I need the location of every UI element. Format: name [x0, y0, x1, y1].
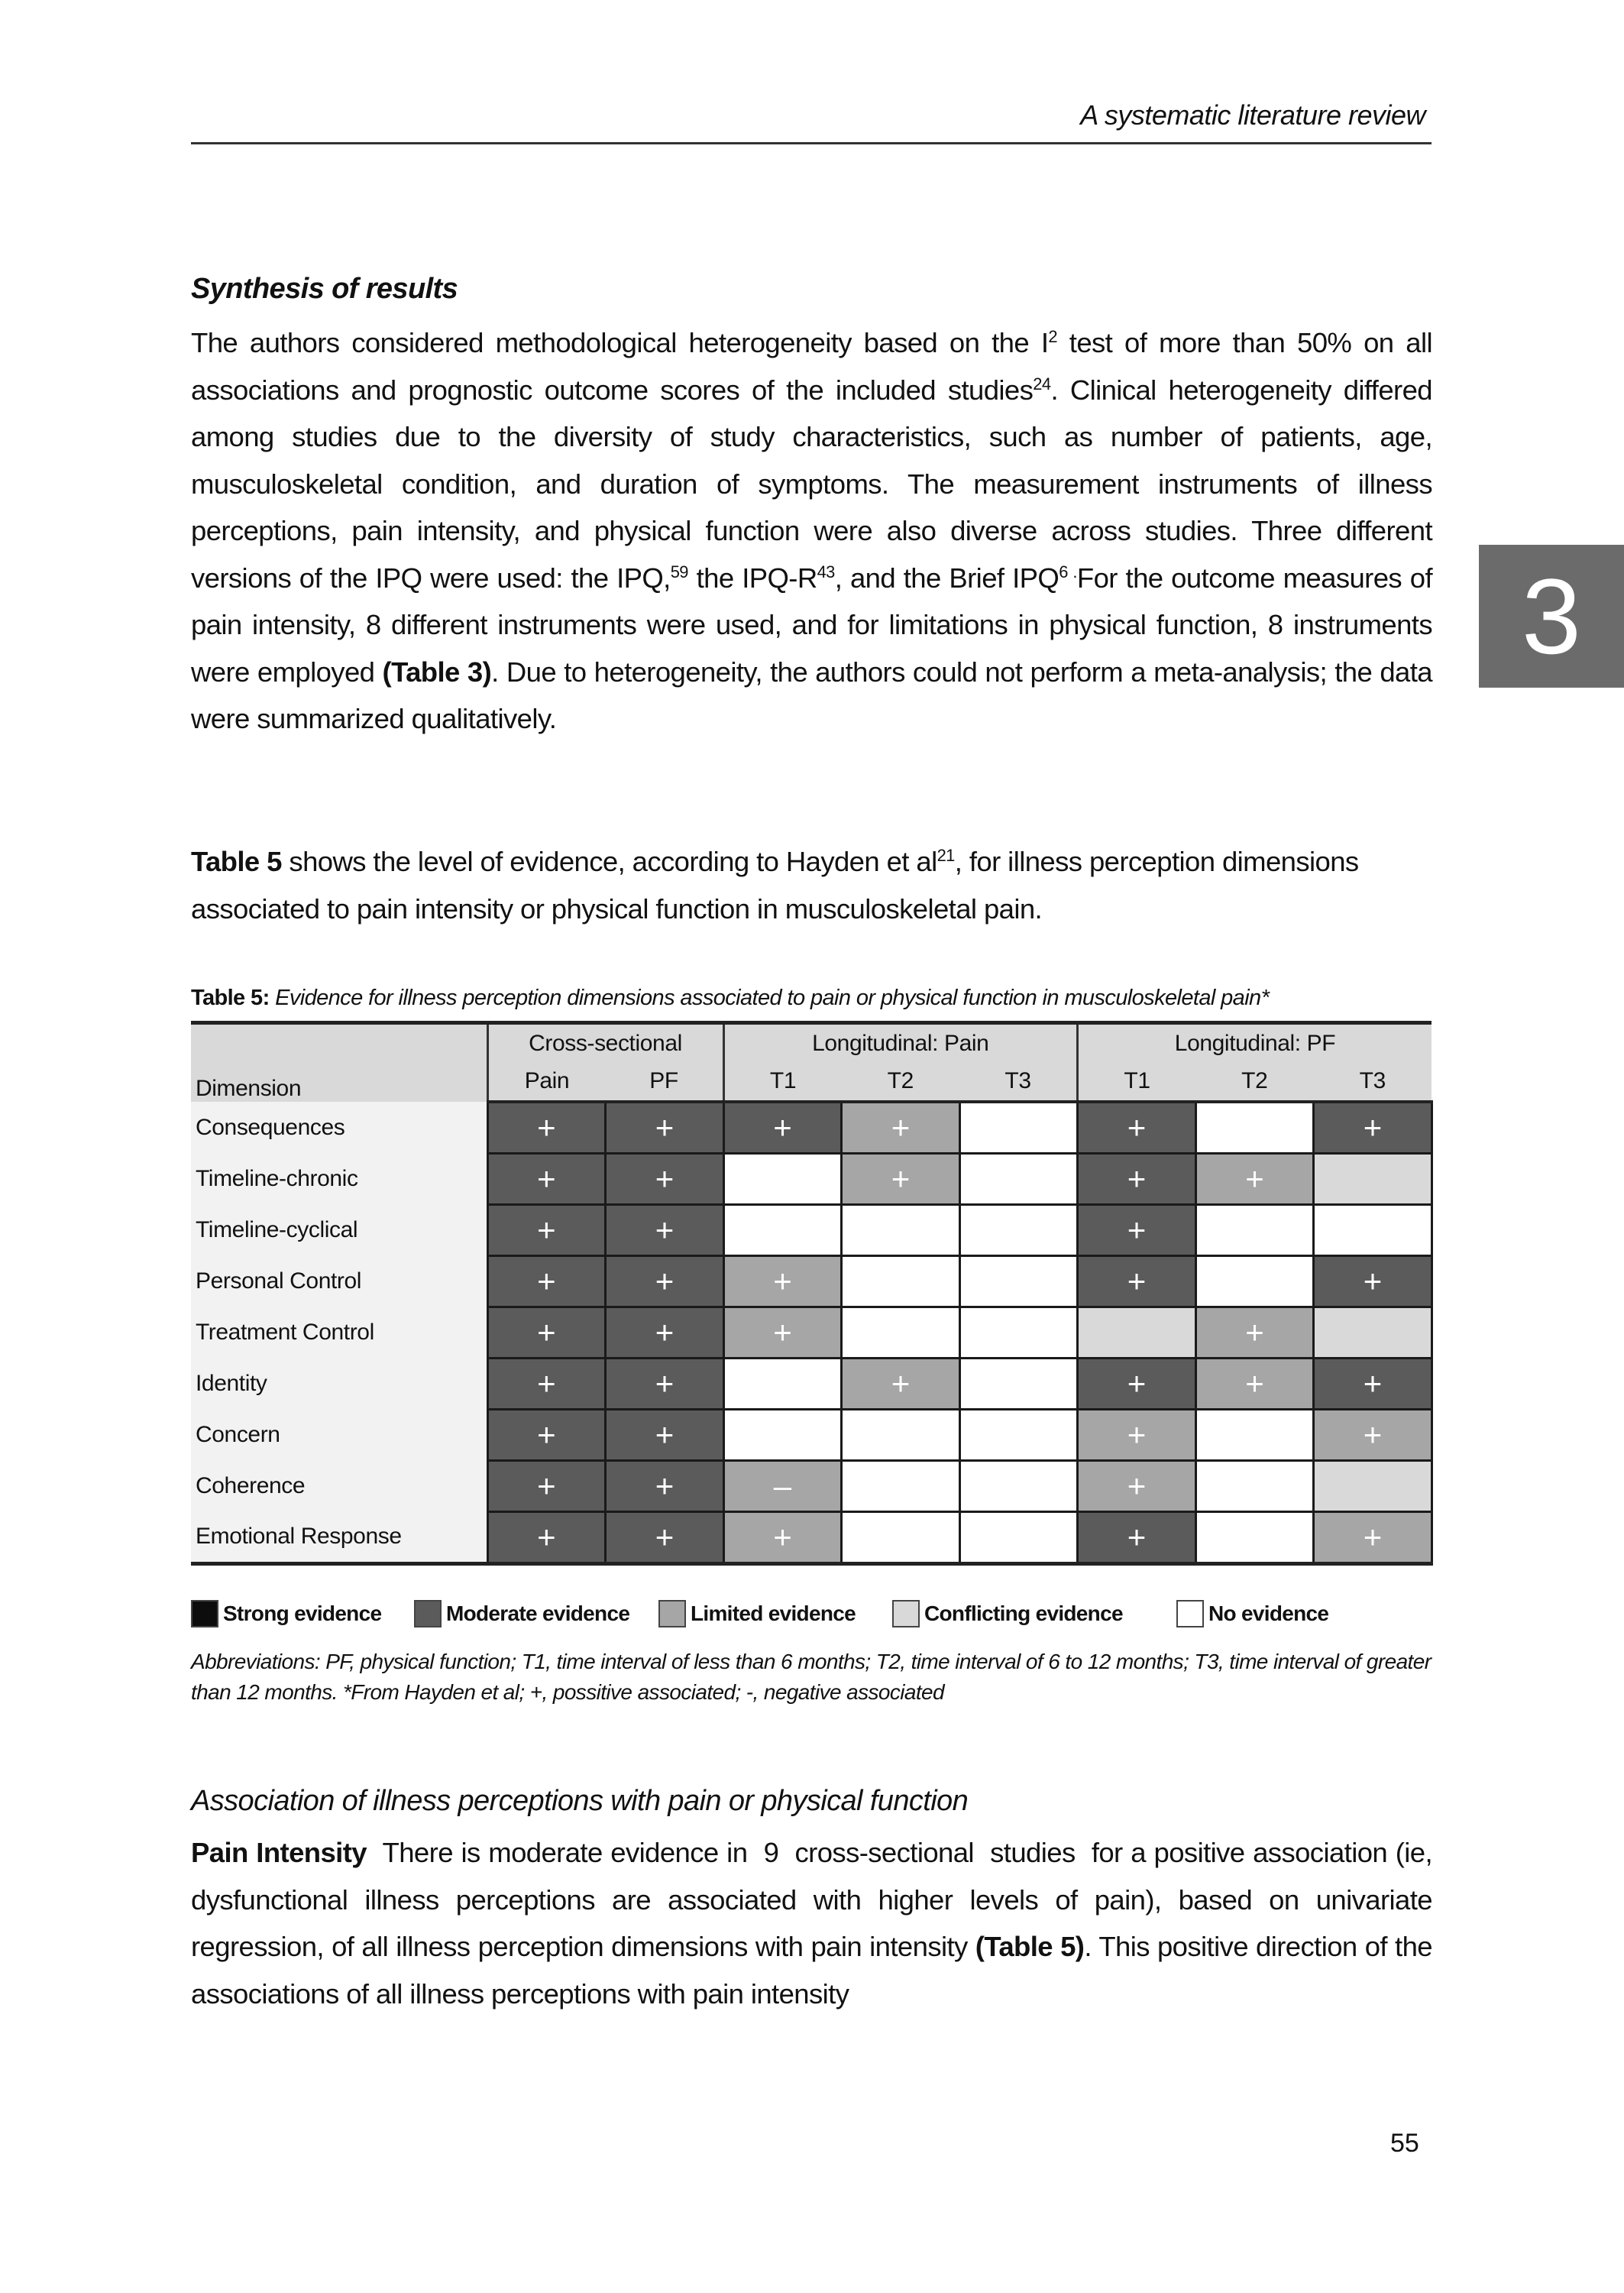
- evidence-cell-none: [723, 1410, 842, 1461]
- table-row: [191, 1461, 1432, 1512]
- evidence-cell-none: [959, 1102, 1078, 1154]
- subheader: T3: [959, 1062, 1078, 1102]
- evidence-cell-limited: +: [723, 1512, 842, 1564]
- run-in-heading: Pain Intensity: [191, 1837, 367, 1868]
- evidence-cell-none: [959, 1461, 1078, 1512]
- evidence-cell-none: [1314, 1205, 1432, 1256]
- evidence-cell-moderate: +: [1078, 1359, 1196, 1410]
- dimension-cell: Concern: [191, 1410, 487, 1461]
- subheader: PF: [606, 1062, 724, 1102]
- evidence-cell-moderate: +: [487, 1359, 606, 1410]
- evidence-cell-moderate: +: [1078, 1102, 1196, 1154]
- evidence-cell-moderate: +: [487, 1461, 606, 1512]
- evidence-legend: [191, 1600, 1436, 1632]
- evidence-cell-none: [842, 1256, 960, 1307]
- evidence-cell-moderate: +: [606, 1102, 724, 1154]
- legend-swatch: [191, 1600, 218, 1627]
- table-row: [191, 1154, 1432, 1205]
- table-row: [191, 1512, 1432, 1564]
- evidence-cell-none: [842, 1512, 960, 1564]
- table-body: [191, 1102, 1432, 1564]
- dimension-cell: Personal Control: [191, 1256, 487, 1307]
- subheader: T3: [1314, 1062, 1432, 1102]
- evidence-cell-moderate: +: [487, 1205, 606, 1256]
- pain-intensity-paragraph: [191, 1829, 1440, 2017]
- evidence-cell-limited: +: [842, 1154, 960, 1205]
- table-row: [191, 1102, 1432, 1154]
- evidence-cell-moderate: +: [606, 1410, 724, 1461]
- legend-swatch: [892, 1600, 920, 1627]
- text-run: . Due to heterogeneity, the authors could not perform a meta-analysis; the data were summarized qualitatively.: [191, 656, 1432, 734]
- subsection-heading: Association of illness perceptions with pain or physical function: [191, 1785, 969, 1817]
- evidence-cell-moderate: +: [487, 1102, 606, 1154]
- legend-label: No evidence: [1208, 1602, 1329, 1625]
- evidence-cell-none: [1195, 1256, 1314, 1307]
- text-run: There is moderate evidence in 9 cross-sectional studies for a positive association (ie, dysfunctional illness perceptions are associated with higher levels of pain), based on univariate regression, of all illness perception dimensions with pain intensity: [191, 1837, 1440, 1962]
- evidence-cell-none: [1195, 1461, 1314, 1512]
- table-footnote: Abbreviations: PF, physical function; T1, time interval of less than 6 months; T2, time interval of 6 to 12 months; T3, time interval of greater than 12 months. *From Hayden et al; +, possitive associated; -, negative associated: [191, 1650, 1432, 1704]
- citation-ref: 59: [670, 562, 688, 581]
- evidence-cell-conflicting: [1314, 1307, 1432, 1359]
- evidence-cell-none: [723, 1359, 842, 1410]
- evidence-cell-moderate: +: [1314, 1256, 1432, 1307]
- evidence-cell-moderate: +: [1314, 1359, 1432, 1410]
- table-intro-paragraph: [191, 838, 1432, 932]
- evidence-table: [191, 1021, 1433, 1566]
- evidence-cell-limited: +: [1314, 1512, 1432, 1564]
- evidence-cell-moderate: +: [487, 1154, 606, 1205]
- legend-item-none: [1176, 1600, 1328, 1627]
- legend-item-limited: [658, 1600, 856, 1627]
- evidence-cell-none: [959, 1359, 1078, 1410]
- evidence-cell-none: [1195, 1102, 1314, 1154]
- evidence-cell-none: [723, 1154, 842, 1205]
- evidence-cell-none: [959, 1307, 1078, 1359]
- evidence-cell-limited: +: [723, 1256, 842, 1307]
- group-header-cross-sectional: Cross-sectional: [487, 1023, 723, 1063]
- legend-label: Strong evidence: [223, 1602, 382, 1625]
- legend-label: Moderate evidence: [446, 1602, 630, 1625]
- evidence-cell-moderate: +: [487, 1307, 606, 1359]
- text-run: For the outcome measures of pain intensity, 8 different instruments were used, and for limitations in physical function, 8 instruments were employed: [191, 562, 1433, 688]
- table-reference: Table 5: [191, 846, 282, 877]
- evidence-cell-none: [1195, 1205, 1314, 1256]
- evidence-cell-none: [842, 1205, 960, 1256]
- evidence-cell-moderate: +: [487, 1256, 606, 1307]
- legend-swatch: [1176, 1600, 1204, 1627]
- table-reference: (Table 3): [382, 656, 492, 688]
- evidence-cell-none: [959, 1256, 1078, 1307]
- caption-text: Evidence for illness perception dimensions associated to pain or physical function in musculoskeletal pain*: [269, 986, 1270, 1010]
- evidence-cell-moderate: +: [1078, 1154, 1196, 1205]
- evidence-cell-moderate: +: [606, 1307, 724, 1359]
- group-header-longitudinal-pf: Longitudinal: PF: [1078, 1023, 1432, 1063]
- citation-ref: 24: [1033, 374, 1051, 394]
- dimension-cell: Emotional Response: [191, 1512, 487, 1564]
- text-run: , for illness perception dimensions associated to pain intensity or physical function in musculoskeletal pain.: [191, 846, 1359, 925]
- table-row: [191, 1205, 1432, 1256]
- table-row: [191, 1410, 1432, 1461]
- legend-label: Limited evidence: [691, 1602, 856, 1625]
- evidence-cell-limited: +: [842, 1359, 960, 1410]
- subheader: Pain: [487, 1062, 606, 1102]
- evidence-cell-moderate: +: [1078, 1205, 1196, 1256]
- dimension-cell: Treatment Control: [191, 1307, 487, 1359]
- evidence-cell-conflicting: [1078, 1307, 1196, 1359]
- evidence-cell-moderate: +: [606, 1512, 724, 1564]
- evidence-cell-limited: +: [1314, 1410, 1432, 1461]
- caption-label: Table 5:: [191, 986, 270, 1010]
- table-row: [191, 1256, 1432, 1307]
- text-run: . This positive direction of the associations of all illness perceptions with pain intensity: [191, 1931, 1432, 2010]
- chapter-tab: 3: [1479, 545, 1624, 688]
- header-rule: [191, 142, 1432, 144]
- evidence-cell-conflicting: [1314, 1461, 1432, 1512]
- evidence-cell-limited: +: [842, 1102, 960, 1154]
- evidence-cell-moderate: +: [606, 1154, 724, 1205]
- legend-label: Conflicting evidence: [924, 1602, 1123, 1625]
- evidence-cell-none: [1195, 1410, 1314, 1461]
- dimension-header: Dimension: [191, 1023, 487, 1103]
- dimension-cell: Consequences: [191, 1102, 487, 1154]
- table-reference: (Table 5): [975, 1931, 1085, 1962]
- evidence-cell-limited: +: [1078, 1461, 1196, 1512]
- evidence-cell-none: [959, 1512, 1078, 1564]
- evidence-cell-moderate: +: [1078, 1256, 1196, 1307]
- table-row: [191, 1307, 1432, 1359]
- legend-item-conflicting: [892, 1600, 1123, 1627]
- dimension-cell: Timeline-cyclical: [191, 1205, 487, 1256]
- text-run: , and the Brief IPQ: [834, 562, 1059, 594]
- evidence-cell-moderate: +: [1078, 1512, 1196, 1564]
- dimension-cell: Timeline-chronic: [191, 1154, 487, 1205]
- table-caption: [191, 986, 1269, 1011]
- evidence-cell-none: [959, 1410, 1078, 1461]
- synthesis-paragraph: [191, 319, 1432, 743]
- evidence-cell-moderate: +: [606, 1359, 724, 1410]
- evidence-cell-conflicting: [1314, 1154, 1432, 1205]
- dimension-cell: Coherence: [191, 1461, 487, 1512]
- group-header-longitudinal-pain: Longitudinal: Pain: [723, 1023, 1078, 1063]
- table-row: [191, 1359, 1432, 1410]
- evidence-cell-none: [1195, 1512, 1314, 1564]
- dimension-cell: Identity: [191, 1359, 487, 1410]
- evidence-cell-limited: –: [723, 1461, 842, 1512]
- subheader: T1: [723, 1062, 842, 1102]
- evidence-cell-none: [959, 1205, 1078, 1256]
- text-run: The authors considered methodological heterogeneity based on the I: [191, 327, 1049, 358]
- evidence-cell-moderate: +: [606, 1205, 724, 1256]
- section-heading: Synthesis of results: [191, 273, 458, 305]
- evidence-cell-none: [842, 1307, 960, 1359]
- running-head: A systematic literature review: [1080, 99, 1425, 131]
- evidence-cell-none: [842, 1410, 960, 1461]
- subheader: T2: [1195, 1062, 1314, 1102]
- citation-ref: 21: [937, 845, 955, 865]
- evidence-cell-limited: +: [1195, 1307, 1314, 1359]
- text-run: test of more than 50% on all associations and prognostic outcome scores of the included studies: [191, 327, 1432, 406]
- legend-item-strong: [191, 1600, 381, 1627]
- evidence-cell-moderate: +: [1314, 1102, 1432, 1154]
- evidence-cell-limited: +: [1195, 1359, 1314, 1410]
- text-run: shows the level of evidence, according to Hayden et al: [281, 846, 937, 877]
- evidence-cell-moderate: +: [606, 1256, 724, 1307]
- citation-ref: 6 .: [1059, 562, 1077, 581]
- page-number: 55: [1390, 2129, 1419, 2158]
- evidence-cell-limited: +: [1195, 1154, 1314, 1205]
- evidence-cell-none: [842, 1461, 960, 1512]
- evidence-cell-moderate: +: [487, 1410, 606, 1461]
- evidence-cell-none: [959, 1154, 1078, 1205]
- evidence-cell-limited: +: [723, 1307, 842, 1359]
- legend-swatch: [658, 1600, 686, 1627]
- citation-ref: 43: [817, 562, 835, 581]
- evidence-cell-moderate: +: [606, 1461, 724, 1512]
- evidence-cell-moderate: +: [487, 1512, 606, 1564]
- text-run: the IPQ-R: [687, 562, 817, 594]
- legend-item-moderate: [414, 1600, 629, 1627]
- subheader: T1: [1078, 1062, 1196, 1102]
- legend-swatch: [414, 1600, 442, 1627]
- text-run: . Clinical heterogeneity differed among studies due to the diversity of study characteristics, such as number of patients, age, musculoskeletal condition, and duration of symptoms. The measurement instruments of illness perceptions, pain intensity, and physical function were also diverse across studies. Three different versions of the IPQ were used: the IPQ,: [191, 374, 1433, 594]
- superscript: 2: [1048, 326, 1057, 346]
- evidence-cell-none: [723, 1205, 842, 1256]
- evidence-cell-limited: +: [1078, 1410, 1196, 1461]
- evidence-cell-moderate: +: [723, 1102, 842, 1154]
- subheader: T2: [842, 1062, 960, 1102]
